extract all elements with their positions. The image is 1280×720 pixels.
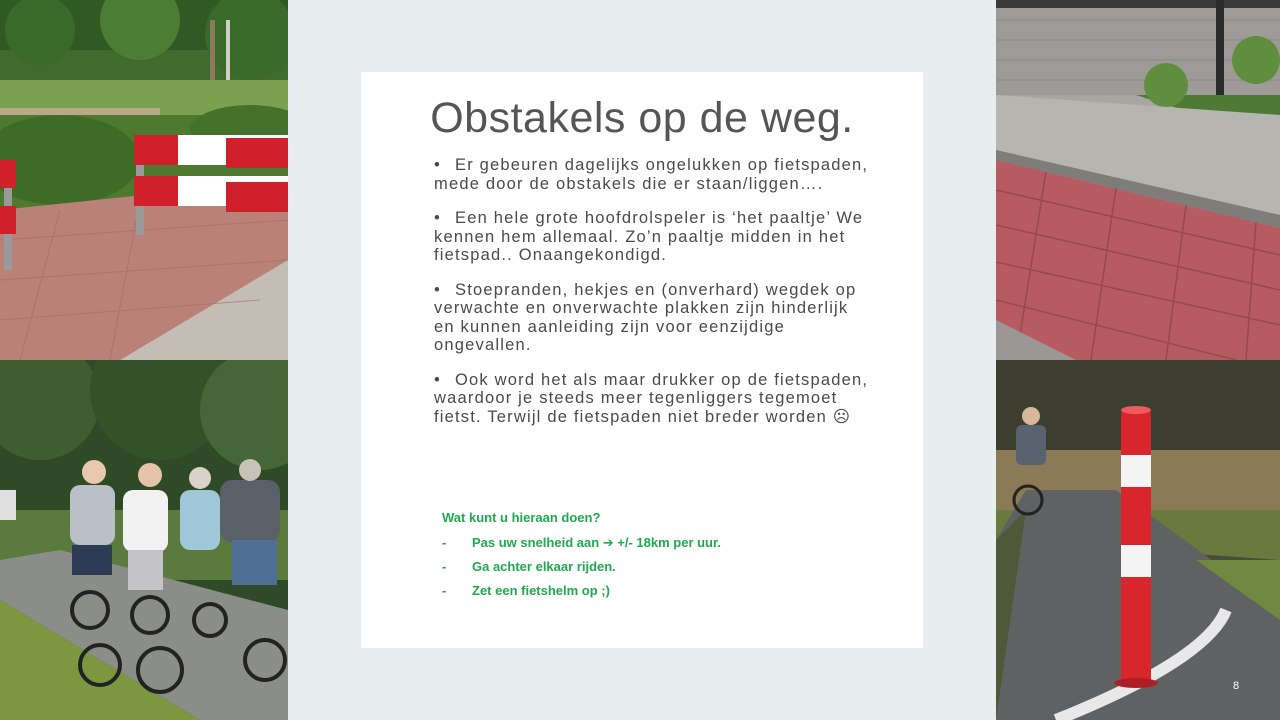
bullet-text: Er gebeuren dagelijks ongelukken op fietspaden, mede door de obstakels die er staan/liggen…. [434,156,869,193]
page-number: 8 [1233,680,1240,692]
curb-sidewalk-photo [996,0,1280,360]
list-item [434,371,874,427]
advice-list [442,535,882,607]
list-item [434,156,874,193]
content-card [361,72,923,648]
bullet-marker: • [434,370,441,389]
advice-question: Wat kunt u hieraan doen? [442,510,601,525]
list-item [434,209,874,265]
bullet-text: Stoepranden, hekjes en (onverhard) wegdek op verwachte en onverwachte plakken zijn hinderlijk en kunnen aanleiding zijn voor eenzijdige ongevallen. [434,280,857,354]
advice-text: Ga achter elkaar rijden. [472,559,616,574]
advice-item [442,559,882,583]
slide-title: Obstakels op de weg. [430,94,854,142]
dash-marker: - [442,559,447,574]
dash-marker: - [442,535,447,550]
bullet-text: Ook word het als maar drukker op de fietspaden, waardoor je steeds meer tegenliggers tegemoet fietst. Terwijl de fietspaden niet breder worden ☹ [434,370,869,426]
cyclists-group-photo [0,360,288,720]
list-item [434,281,874,355]
advice-item [442,535,882,559]
advice-item [442,583,882,607]
advice-text: Zet een fietshelm op ;) [472,583,610,598]
advice-text: Pas uw snelheid aan ➔ +/- 18km per uur. [472,535,721,550]
red-white-barrier-photo [0,0,288,360]
bullet-marker: • [434,280,441,299]
bullet-marker: • [434,156,441,174]
bollard-bike-path-photo [996,360,1280,720]
bullet-text: Een hele grote hoofdrolspeler is ‘het paaltje’ We kennen hem allemaal. Zo’n paaltje midden in het fietspad.. Onaangekondigd. [434,209,864,264]
advice-section [442,510,882,607]
bullet-marker: • [434,209,441,227]
bullet-list [434,156,874,442]
dash-marker: - [442,583,447,598]
